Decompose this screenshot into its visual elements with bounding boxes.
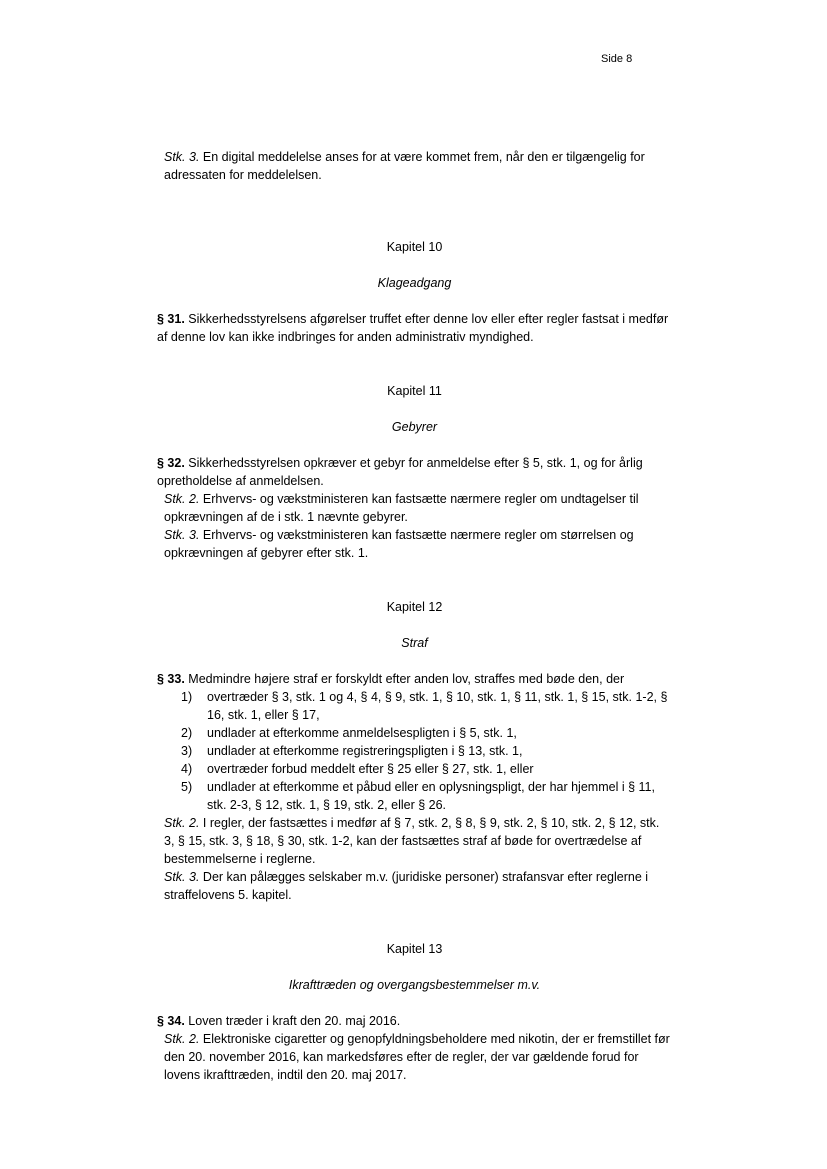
list-item-text: overtræder forbud meddelt efter § 25 eller § 27, stk. 1, eller [207,762,534,776]
paragraph-32-stk3 [157,526,672,562]
paragraph-33-stk3 [157,868,672,904]
stk-label: Stk. 2. [164,492,200,506]
stk-text: Erhvervs- og vækstministeren kan fastsætte nærmere regler om størrelsen og opkrævningen af gebyrer efter stk. 1. [164,528,634,560]
list-item [157,778,672,814]
chapter-11-subtitle: Gebyrer [391,420,438,434]
stk-text: Erhvervs- og vækstministeren kan fastsætte nærmere regler om undtagelser til opkrævningen af de i stk. 1 nævnte gebyrer. [164,492,639,524]
chapter-10-title: Kapitel 10 [386,240,443,254]
paragraph-number: § 31. [157,312,185,326]
list-item-number: 4) [181,762,193,776]
paragraph-32-stk2 [157,490,672,526]
chapter-12-title: Kapitel 12 [386,600,443,614]
stk-text: En digital meddelelse anses for at være kommet frem, når den er tilgængelig for adressaten for meddelelsen. [164,150,645,182]
paragraph-31 [157,310,672,346]
chapter-10-subtitle: Klageadgang [377,276,452,290]
list-item-text: overtræder § 3, stk. 1 og 4, § 4, § 9, stk. 1, § 10, stk. 1, § 11, stk. 1, § 15, stk. 1-2, § 16, stk. 1, eller § 17, [207,690,668,722]
list-item-number: 2) [181,726,193,740]
intro-stk3 [157,148,672,184]
paragraph-34 [157,1012,672,1030]
stk-text: I regler, der fastsættes i medfør af § 7, stk. 2, § 8, § 9, stk. 2, § 10, stk. 2, § 12, stk. 3, § 15, stk. 3, § 18, § 30, stk. 1-2, kan der fastsættes straf af bøde for overtrædelse af bestemmelserne i reglerne. [164,816,660,866]
chapter-13-title: Kapitel 13 [386,942,443,956]
paragraph-text: Loven træder i kraft den 20. maj 2016. [188,1014,401,1028]
paragraph-text: Sikkerhedsstyrelsen opkræver et gebyr for anmeldelse efter § 5, stk. 1, og for årlig opretholdelse af anmeldelsen. [157,456,643,488]
list-item [157,724,672,742]
paragraph-number: § 32. [157,456,185,470]
paragraph-number: § 33. [157,672,185,686]
list-item-text: undlader at efterkomme registreringspligten i § 13, stk. 1, [207,744,523,758]
stk-label: Stk. 3. [164,870,200,884]
chapter-11-title: Kapitel 11 [387,384,442,398]
list-item [157,688,672,724]
paragraph-32 [157,454,672,490]
stk-label: Stk. 3. [164,150,200,164]
document-body [157,148,672,1084]
list-item [157,760,672,778]
paragraph-33-stk2 [157,814,672,868]
list-item [157,742,672,760]
paragraph-33 [157,670,672,688]
stk-text: Der kan pålægges selskaber m.v. (juridiske personer) strafansvar efter reglerne i straffelovens 5. kapitel. [164,870,649,902]
list-item-number: 3) [181,744,193,758]
paragraph-34-stk2 [157,1030,672,1084]
stk-label: Stk. 2. [164,1032,200,1046]
paragraph-text: Sikkerhedsstyrelsens afgørelser truffet efter denne lov eller efter regler fastsat i medfør af denne lov kan ikke indbringes for anden administrativ myndighed. [157,312,669,344]
list-item-text: undlader at efterkomme anmeldelsespligten i § 5, stk. 1, [207,726,517,740]
list-item-number: 1) [181,690,193,704]
paragraph-text: Medmindre højere straf er forskyldt efter anden lov, straffes med bøde den, der [188,672,625,686]
paragraph-number: § 34. [157,1014,185,1028]
offense-list [157,688,672,814]
stk-label: Stk. 3. [164,528,200,542]
chapter-13-subtitle: Ikrafttræden og overgangsbestemmelser m.v. [288,978,541,992]
list-item-text: undlader at efterkomme et påbud eller en oplysningspligt, der har hjemmel i § 11, stk. 2-3, § 12, stk. 1, § 19, stk. 2, eller § 26. [207,780,655,812]
list-item-number: 5) [181,780,193,794]
stk-text: Elektroniske cigaretter og genopfyldningsbeholdere med nikotin, der er fremstillet før den 20. november 2016, kan markedsføres efter de regler, der var gældende forud for lovens ikrafttræden, indtil den 20. maj 2017. [164,1032,670,1082]
chapter-12-subtitle: Straf [401,636,428,650]
page-number: Side 8 [601,53,633,65]
stk-label: Stk. 2. [164,816,200,830]
